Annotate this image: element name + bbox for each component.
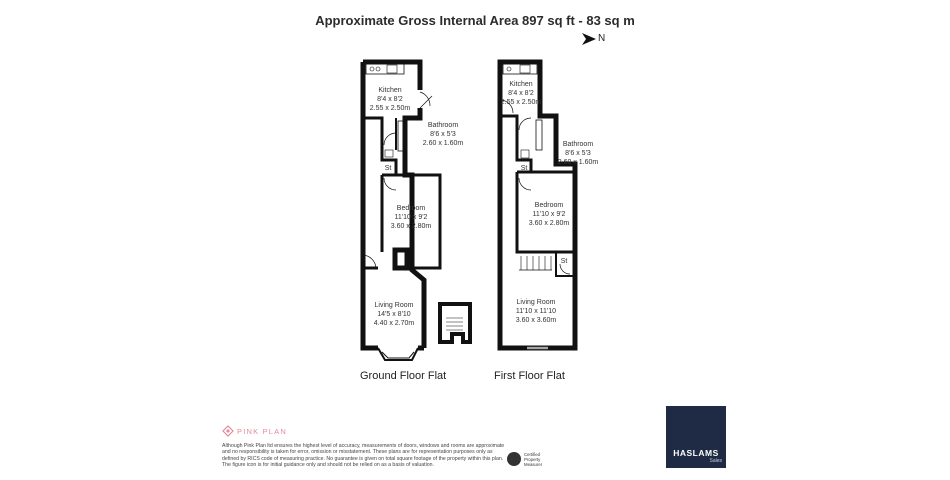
room-name: Kitchen [378,87,402,94]
agent-subtitle: Sales [709,458,722,464]
room-dim-metric: 2.60 x 1.60m [557,159,599,166]
room-dim-imperial: 8'6 x 5'3 [565,150,591,157]
brand-name: PINK PLAN [237,427,287,436]
room-name: St [560,258,568,265]
agent-name: HASLAMS [673,448,719,458]
room-dim-metric: 4.40 x 2.70m [373,320,415,327]
ground-bedroom-label [387,204,435,231]
room-name: Bedroom [534,202,564,209]
area-headline: Approximate Gross Internal Area 897 sq ft - 83 sq m [315,13,635,28]
room-dim-imperial: 11'10 x 9'2 [532,211,566,218]
first-store-label-2 [557,257,571,266]
room-dim-imperial: 14'5 x 8'10 [377,311,411,318]
room-dim-metric: 3.60 x 2.80m [390,223,432,230]
disclaimer-text: Although Pink Plan ltd ensures the highest level of accuracy, measurements of doors, windows and rooms are approximate and no responsibility is taken for error, omission or misstatement. These plans are for representation purposes only as defined by RICS code of measuring practice. No guarantee is given on total square footage of the property within this plan. The figure icon is for initial guidance only and should not be relied on as a basis of valuation. [222,443,505,469]
first-bathroom-label [556,140,600,167]
room-dim-metric: 2.55 x 2.50m [369,105,411,112]
north-label: N [598,33,606,44]
room-dim-imperial: 11'10 x 9'2 [394,214,428,221]
room-dim-imperial: 11'10 x 11'10 [515,308,557,315]
ground-kitchen-label [366,86,414,113]
room-name: St [520,165,528,172]
room-dim-metric: 3.60 x 3.60m [515,317,557,324]
room-dim-metric: 2.55 x 2.50m [500,99,542,106]
ground-store-label [382,164,394,173]
ground-living-room-label [368,301,420,328]
room-dim-metric: 2.60 x 1.60m [422,140,464,147]
rics-text: Certified Property Measurer [524,452,543,467]
room-name: St [384,165,392,172]
first-store-label [518,164,530,173]
room-name: Living Room [516,299,556,306]
ground-bathroom-label [419,121,467,148]
rics-logo-icon [507,452,521,466]
rics-badge [507,452,555,468]
room-name: Kitchen [509,81,533,88]
room-dim-imperial: 8'4 x 8'2 [508,90,534,97]
room-name: Living Room [374,302,414,309]
ground-floor-title: Ground Floor Flat [360,370,447,382]
room-dim-imperial: 8'4 x 8'2 [377,96,403,103]
room-name: Bathroom [562,141,594,148]
pink-plan-logo-icon [222,424,234,436]
first-living-room-label [508,298,564,325]
room-dim-metric: 3.60 x 2.80m [528,220,570,227]
room-dim-imperial: 8'6 x 5'3 [430,131,456,138]
room-name: Bathroom [427,122,459,129]
first-kitchen-label [500,80,542,107]
agent-logo [666,406,726,468]
room-name: Bedroom [396,205,426,212]
first-floor-title: First Floor Flat [494,370,565,382]
first-bedroom-label [524,201,574,228]
